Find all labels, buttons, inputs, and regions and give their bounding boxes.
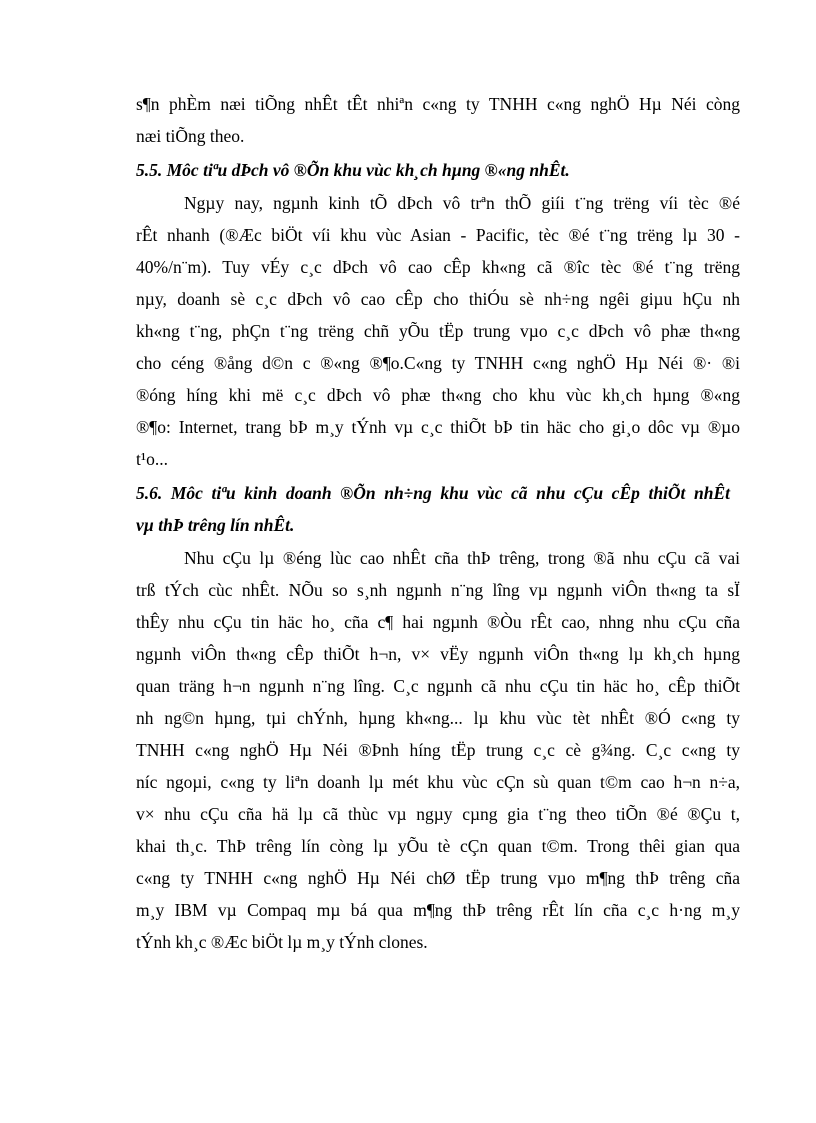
body-line: t¹o... (136, 449, 168, 469)
body-line: ®óng híng khi më c¸c dÞch vô phæ th«ng cho khu vùc kh¸ch hµng ®«ng (136, 385, 740, 405)
body-line: Nhu cÇu lµ ®éng lùc cao nhÊt cña thÞ trêng, trong ®ã nhu cÇu cã vai (184, 548, 740, 568)
body-line: ngµnh viÔn th«ng cÊp thiÕt h¬n, v× vËy ngµnh viÔn th«ng lµ kh¸ch hµng (136, 644, 740, 664)
body-line: khai th¸c. ThÞ trêng lín còng lµ yÕu tè cÇn quan t©m. Trong thêi gian qua (136, 836, 740, 856)
body-line: v× nhu cÇu cña hä lµ cã thùc vµ ngµy cµng gia t¨ng theo tiÕn ®é ®Çu t, (136, 804, 740, 824)
body-line: nµy, doanh sè c¸c dÞch vô cao cÊp cho thiÓu sè nh÷ng ngêi giµu hÇu nh (136, 289, 740, 309)
section-heading: 5.6. Môc tiªu kinh doanh ®Õn nh÷ng khu vùc cã nhu cÇu cÊp thiÕt nhÊt (136, 483, 730, 503)
body-line: 40%/n¨m). Tuy vÉy c¸c dÞch vô cao cÊp kh«ng cã ®îc tèc ®é t¨ng trëng (136, 257, 740, 277)
body-line: tÝnh kh¸c ®Æc biÖt lµ m¸y tÝnh clones. (136, 932, 428, 952)
body-line: kh«ng t¨ng, phÇn t¨ng trëng chñ yÕu tËp trung vµo c¸c dÞch vô phæ th«ng (136, 321, 740, 341)
body-line: m¸y IBM vµ Compaq mµ bá qua m¶ng thÞ trêng rÊt lín cña c¸c h·ng m¸y (136, 900, 740, 920)
body-line: níc ngoµi, c«ng ty liªn doanh lµ mét khu vùc cÇn sù quan t©m cao h¬n n÷a, (136, 772, 740, 792)
body-line: thÊy nhu cÇu tin häc ho¸ cña c¶ hai ngµnh ®Òu rÊt cao, nhng nhu cÇu cña (136, 612, 740, 632)
body-line: c«ng ty TNHH c«ng nghÖ Hµ Néi chØ tËp trung vµo m¶ng thÞ trêng cña (136, 868, 740, 888)
body-line: cho céng ®ång d©n c ®«ng ®¶o.C«ng ty TNHH c«ng nghÖ Hµ Néi ®· ®i (136, 353, 740, 373)
body-line: TNHH c«ng nghÖ Hµ Néi ®Þnh híng tËp trung c¸c cè g¾ng. C¸c c«ng ty (136, 740, 740, 760)
section-heading: 5.5. Môc tiªu dÞch vô ®Õn khu vùc kh¸ch hµng ®«ng nhÊt. (136, 160, 570, 180)
body-line: ®¶o: Internet, trang bÞ m¸y tÝnh vµ c¸c thiÕt bÞ tin häc cho gi¸o dôc vµ ®µo (136, 417, 740, 437)
body-line: nh ng©n hµng, tµi chÝnh, hµng kh«ng... lµ khu vùc tèt nhÊt ®Ó c«ng ty (136, 708, 740, 728)
body-line: trß tÝch cùc nhÊt. NÕu so s¸nh ngµnh n¨ng lîng vµ ngµnh viÔn th«ng ta sÏ (136, 580, 740, 600)
body-line: Ngµy nay, ngµnh kinh tÕ dÞch vô trªn thÕ giíi t¨ng trëng víi tèc ®é (184, 193, 740, 213)
body-line: quan träng h¬n ngµnh n¨ng lîng. C¸c ngµnh cã nhu cÇu tin häc ho¸ cÊp thiÕt (136, 676, 740, 696)
section-heading: vµ thÞ trêng lín nhÊt. (136, 515, 295, 535)
body-line: s¶n phÈm næi tiÕng nhÊt tÊt nhiªn c«ng ty TNHH c«ng nghÖ Hµ Néi còng (136, 94, 740, 114)
body-line: rÊt nhanh (®Æc biÖt víi khu vùc Asian - Pacific, tèc ®é t¨ng trëng lµ 30 - (136, 225, 740, 245)
body-line: næi tiÕng theo. (136, 126, 245, 146)
